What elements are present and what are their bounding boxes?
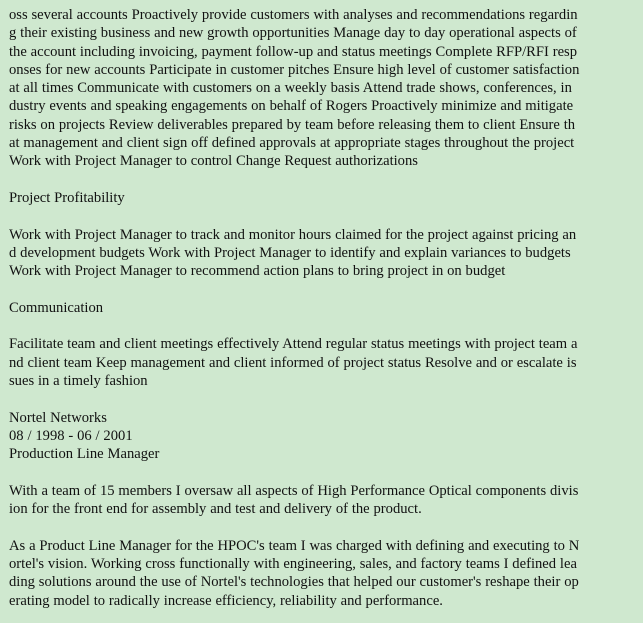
blank-line bbox=[9, 207, 635, 225]
text-line: ding solutions around the use of Nortel's technologies that helped our customer's reshape their op bbox=[9, 574, 579, 591]
section-heading: Project Profitability bbox=[9, 189, 125, 206]
text-line: With a team of 15 members I oversaw all aspects of High Performance Optical components divis bbox=[9, 482, 579, 499]
job-title: Production Line Manager bbox=[9, 446, 160, 463]
text-line: g their existing business and new growth opportunities Manage day to day operational aspects of bbox=[9, 25, 577, 42]
text-line: Work with Project Manager to recommend action plans to bring project in on budget bbox=[9, 263, 506, 280]
section-heading: Communication bbox=[9, 299, 104, 316]
text-line: erating model to radically increase efficiency, reliability and performance. bbox=[9, 592, 443, 609]
text-line: onses for new accounts Participate in customer pitches Ensure high level of customer satisfaction bbox=[9, 61, 580, 78]
text-line: As a Product Line Manager for the HPOC's team I was charged with defining and executing to N bbox=[9, 537, 580, 554]
text-line: sues in a timely fashion bbox=[9, 372, 148, 389]
text-line: at all times Communicate with customers on a weekly basis Attend trade shows, conferences, in bbox=[9, 80, 572, 97]
text-line: dustry events and speaking engagements on behalf of Rogers Proactively minimize and mitigate bbox=[9, 98, 574, 115]
text-line: d development budgets Work with Project Manager to identify and explain variances to budgets bbox=[9, 244, 571, 261]
blank-line bbox=[9, 463, 635, 481]
blank-line bbox=[9, 317, 635, 335]
text-line: risks on projects Review deliverables prepared by team before releasing them to client Ensure th bbox=[9, 116, 576, 133]
text-line: at management and client sign off defined approvals at appropriate stages throughout the project bbox=[9, 135, 575, 152]
text-line: Work with Project Manager to control Change Request authorizations bbox=[9, 153, 418, 170]
blank-line bbox=[9, 171, 635, 189]
text-line: ion for the front end for assembly and test and delivery of the product. bbox=[9, 501, 422, 518]
employment-dates: 08 / 1998 - 06 / 2001 bbox=[9, 427, 133, 444]
blank-line bbox=[9, 280, 635, 298]
text-line: Facilitate team and client meetings effectively Attend regular status meetings with project team a bbox=[9, 336, 578, 353]
blank-line bbox=[9, 518, 635, 536]
blank-line bbox=[9, 390, 635, 408]
text-line: oss several accounts Proactively provide customers with analyses and recommendations regardin bbox=[9, 7, 578, 23]
text-line: ortel's vision. Working cross functionally with engineering, sales, and factory teams I defined lea bbox=[9, 555, 577, 572]
company-name: Nortel Networks bbox=[9, 409, 107, 426]
text-line: the account including invoicing, payment follow-up and status meetings Complete RFP/RFI resp bbox=[9, 43, 578, 60]
text-line: nd client team Keep management and client informed of project status Resolve and or escalate is bbox=[9, 354, 577, 371]
text-line: Work with Project Manager to track and monitor hours claimed for the project against pricing an bbox=[9, 226, 577, 243]
